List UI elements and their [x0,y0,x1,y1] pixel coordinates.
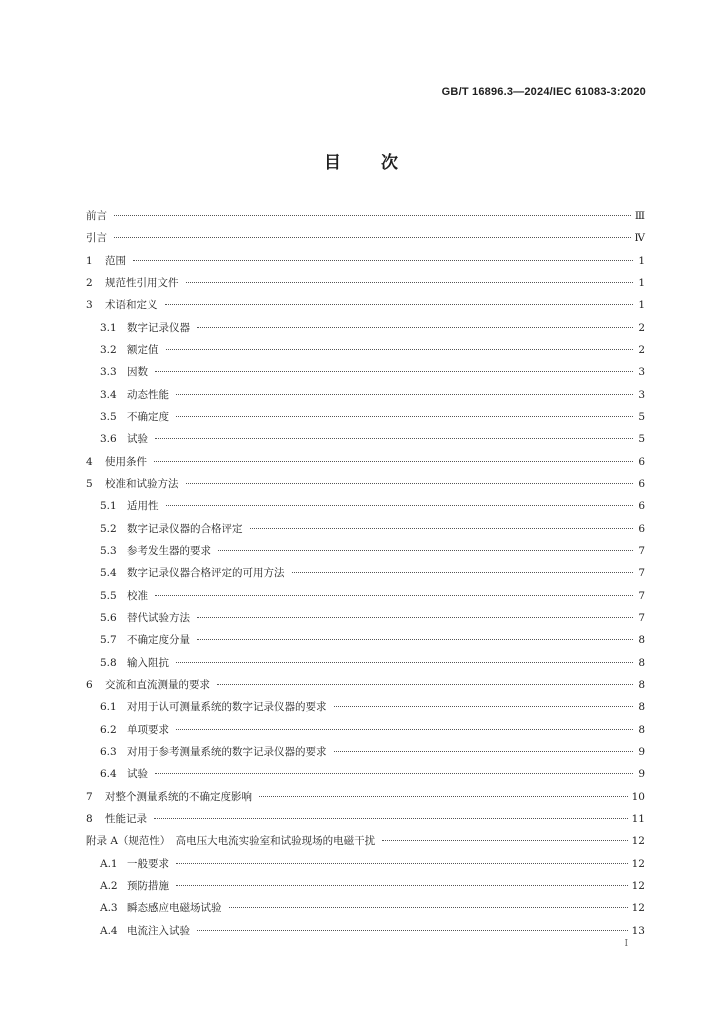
dot-leader [176,885,628,886]
toc-entry-number: 3.6 [100,433,117,446]
toc-entry-label: 不确定度 [127,410,169,423]
toc-entry[interactable] [86,786,645,808]
toc-entry-page: 11 [631,812,645,825]
toc-entry-page: 7 [638,544,645,557]
toc-entry-number: 5.5 [100,589,117,602]
toc-entry[interactable] [86,607,645,629]
toc-entry-number: 5.1 [100,500,117,513]
toc-entry-label: 性能记录 [105,812,147,825]
dot-leader [114,215,631,216]
toc-entry-label: 附录 A（规范性） 高电压大电流实验室和试验现场的电磁干扰 [86,835,376,848]
dot-leader [334,751,634,752]
toc-entry-number: 5 [86,477,93,490]
toc-entry-page: 13 [631,924,645,937]
toc-entry-number: 2 [86,276,93,289]
toc-entry[interactable] [86,763,645,785]
toc-entry-page: 7 [638,611,645,624]
dot-leader [197,617,633,618]
dot-leader [382,840,627,841]
dot-leader [114,237,631,238]
toc-entry-number: A.1 [100,857,118,870]
dot-leader [186,282,634,283]
toc-entry-label: 术语和定义 [105,299,158,312]
toc-entry-label: 数字记录仪器 [127,321,190,334]
toc-entry-number: 5.2 [100,522,117,535]
toc-entry-page: 7 [638,589,645,602]
toc-entry-label: 数字记录仪器合格评定的可用方法 [127,567,285,580]
dot-leader [259,796,628,797]
toc-entry-page: 8 [638,723,645,736]
toc-entry-label: 对用于参考测量系统的数字记录仪器的要求 [127,745,327,758]
toc-entry-page: 12 [631,857,645,870]
toc-entry-label: 交流和直流测量的要求 [105,678,210,691]
toc-entry-page: 6 [638,500,645,513]
toc-entry[interactable] [86,272,645,294]
toc-entry-page: Ⅲ [634,210,645,222]
dot-leader [186,483,634,484]
page-number: I [624,939,628,949]
dot-leader [334,706,634,707]
dot-leader [250,528,634,529]
toc-entry[interactable] [86,696,645,718]
toc-entry-label: 瞬态感应电磁场试验 [127,902,222,915]
toc-entry[interactable] [86,384,645,406]
toc-entry-number: A.4 [100,924,118,937]
toc-entry-page: 1 [638,254,645,267]
toc-entry[interactable] [86,830,645,852]
dot-leader [133,260,633,261]
dot-leader [176,394,633,395]
toc-entry[interactable] [86,451,645,473]
toc-entry[interactable] [86,853,645,875]
dot-leader [154,818,628,819]
dot-leader [197,930,628,931]
toc-entry-label: 输入阻抗 [127,656,169,669]
toc-entry[interactable] [86,562,645,584]
toc-entry-number: 6.1 [100,701,117,714]
toc-entry-label: 数字记录仪器的合格评定 [127,522,243,535]
dot-leader [176,863,628,864]
toc-entry-label: 额定值 [127,343,159,356]
toc-entry-label: 不确定度分量 [127,634,190,647]
dot-leader [155,371,633,372]
toc-entry[interactable] [86,339,645,361]
dot-leader [155,773,633,774]
dot-leader [176,729,633,730]
toc-entry[interactable] [86,585,645,607]
toc-entry-page: 12 [631,902,645,915]
page-title [0,148,724,173]
toc-entry-label: 参考发生器的要求 [127,544,211,557]
toc-entry[interactable] [86,205,645,227]
toc-entry-label: 因数 [127,366,148,379]
toc-entry[interactable] [86,741,645,763]
toc-entry[interactable] [86,719,645,741]
toc-entry[interactable] [86,674,645,696]
toc-entry-number: 3.5 [100,410,117,423]
dot-leader [166,505,634,506]
toc-entry-page: 8 [638,701,645,714]
toc-entry-label: 前言 [86,210,107,222]
toc-entry-number: 5.4 [100,567,117,580]
toc-entry-label: 试验 [127,768,148,781]
toc-entry-page: 12 [631,835,645,848]
dot-leader [154,461,633,462]
toc-entry-number: 3.3 [100,366,117,379]
toc-entry[interactable] [86,652,645,674]
toc-entry-number: 5.7 [100,634,117,647]
toc-entry-number: 7 [86,790,93,803]
toc-entry-label: 电流注入试验 [127,924,190,937]
toc-entry-number: 3 [86,299,93,312]
dot-leader [197,639,633,640]
toc-entry-page: 5 [638,433,645,446]
dot-leader [166,349,634,350]
toc-entry-number: 5.6 [100,611,117,624]
toc-entry-page: 6 [638,522,645,535]
toc-entry[interactable] [86,250,645,272]
toc-entry-number: 5.3 [100,544,117,557]
dot-leader [218,550,633,551]
toc-entry-page: 7 [638,567,645,580]
toc-entry-label: 替代试验方法 [127,611,190,624]
toc-entry[interactable] [86,495,645,517]
dot-leader [292,572,634,573]
dot-leader [165,304,634,305]
toc-entry-page: 8 [638,678,645,691]
dot-leader [229,907,628,908]
toc-entry-label: 预防措施 [127,879,169,892]
toc-entry[interactable] [86,540,645,562]
toc-entry-label: 校准 [127,589,148,602]
toc-entry[interactable] [86,227,645,249]
dot-leader [176,416,633,417]
toc-entry-page: 12 [631,879,645,892]
toc-entry[interactable] [86,897,645,919]
toc-entry[interactable] [86,428,645,450]
toc-entry-page: 9 [638,768,645,781]
toc-entry-number: A.2 [100,879,118,892]
toc-entry[interactable] [86,875,645,897]
toc-entry-page: 3 [638,366,645,379]
toc-entry-label: 一般要求 [127,857,169,870]
toc-entry-label: 单项要求 [127,723,169,736]
toc-entry-page: 5 [638,410,645,423]
toc-entry-label: 适用性 [127,500,159,513]
toc-entry-page: 10 [631,790,645,803]
toc-entry-label: 对整个测量系统的不确定度影响 [105,790,252,803]
toc-entry[interactable] [86,920,645,942]
toc-entry[interactable] [86,294,645,316]
standard-code-header: GB/T 16896.3—2024/IEC 61083-3:2020 [441,86,646,98]
toc-entry[interactable] [86,518,645,540]
toc-entry-label: 动态性能 [127,388,169,401]
dot-leader [155,438,633,439]
toc-entry[interactable] [86,629,645,651]
toc-entry-page: 2 [638,321,645,334]
toc-entry-number: 6.4 [100,768,117,781]
toc-entry-number: 3.4 [100,388,117,401]
toc-entry-number: 6.3 [100,745,117,758]
toc-entry-number: 5.8 [100,656,117,669]
toc-entry-label: 规范性引用文件 [105,276,179,289]
toc-entry-label: 试验 [127,433,148,446]
toc-entry[interactable] [86,808,645,830]
dot-leader [155,595,633,596]
toc-entry-page: 1 [638,299,645,312]
toc-entry[interactable] [86,317,645,339]
toc-entry-number: 6 [86,678,93,691]
toc-entry-page: 6 [638,477,645,490]
toc-entry-page: 1 [638,276,645,289]
toc-entry-number: 3.1 [100,321,117,334]
toc-entry-number: 1 [86,254,93,267]
toc-entry-page: 6 [638,455,645,468]
toc-entry-number: 6.2 [100,723,117,736]
toc-entry-page: 9 [638,745,645,758]
toc-entry-number: 4 [86,455,93,468]
toc-entry-label: 范围 [105,254,126,267]
toc-entry-label: 校准和试验方法 [105,477,179,490]
title-part-1: 目 [324,153,343,173]
toc-entry[interactable] [86,361,645,383]
table-of-contents [86,205,645,942]
toc-entry-number: 3.2 [100,343,117,356]
toc-entry-page: 8 [638,656,645,669]
dot-leader [217,684,633,685]
toc-entry-label: 使用条件 [105,455,147,468]
title-part-2: 次 [381,153,400,173]
toc-entry-number: 8 [86,812,93,825]
toc-entry-number: A.3 [100,902,118,915]
dot-leader [197,327,633,328]
toc-entry-page: Ⅳ [634,232,645,245]
toc-entry[interactable] [86,406,645,428]
dot-leader [176,662,633,663]
toc-entry-page: 2 [638,343,645,356]
toc-entry[interactable] [86,473,645,495]
toc-entry-label: 对用于认可测量系统的数字记录仪器的要求 [127,701,327,714]
toc-entry-page: 3 [638,388,645,401]
toc-entry-page: 8 [638,634,645,647]
toc-entry-label: 引言 [86,232,107,245]
